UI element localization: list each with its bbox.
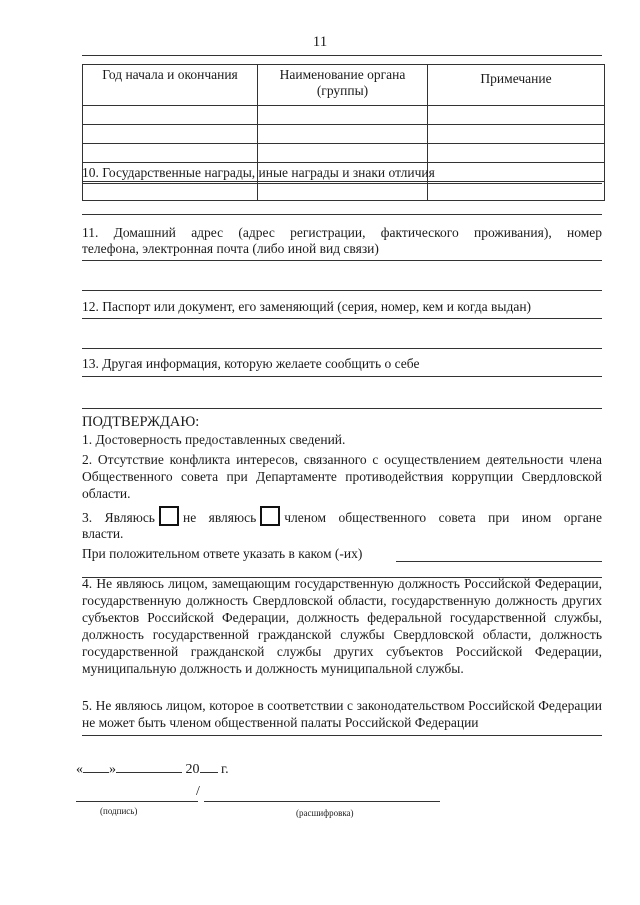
date-field [76, 762, 276, 778]
confirm-item-3-note [82, 545, 602, 562]
table-cell[interactable] [83, 106, 258, 125]
answer-line[interactable] [82, 376, 602, 377]
confirm-item-5: 5. Не являюсь лицом, которое в соответствии с законодательством Российской Федерации не может быть членом общественной палаты Российской Федерации [82, 698, 602, 730]
signature-slash: / [196, 784, 200, 799]
table-row [83, 125, 605, 144]
table-row [83, 182, 605, 201]
table-cell[interactable] [258, 144, 428, 163]
column-header: Примечание [428, 65, 605, 106]
answer-line[interactable] [82, 348, 602, 349]
item3-text-d: власти. [82, 526, 124, 541]
table-cell[interactable] [428, 106, 605, 125]
no-checkbox[interactable] [260, 506, 280, 526]
year-input[interactable] [200, 772, 218, 773]
confirm-item-4: 4. Не являюсь лицом, замещающим государственную должность Российской Федерации, государственную должность Свердловской области, государственную должность других субъектов Российской Федерации, должность федеральной государственной службы, должность государственной гражданской службы Свердловской области, должность государственной гражданской службы других субъектов Российской Федерации, муниципальную должность и должность муниципальной службы. [82, 576, 602, 676]
table-cell[interactable] [83, 144, 258, 163]
table-cell[interactable] [83, 182, 258, 201]
table-row [83, 144, 605, 163]
item3-note-text: При положительном ответе указать в каком (-их) [82, 546, 363, 561]
year-suffix: г. [221, 762, 229, 777]
item3-text-a: 3. Являюсь [82, 510, 155, 525]
date-close-quote: » [109, 762, 116, 777]
page-number: 11 [312, 34, 328, 50]
section-10-label: 10. Государственные награды, иные награды и знаки отличия [82, 165, 435, 180]
table-header-row [83, 65, 605, 106]
date-open-quote: « [76, 762, 83, 777]
organ-name-line[interactable] [396, 561, 602, 562]
answer-line[interactable] [82, 290, 602, 291]
section-11-label-line2: телефона, электронная почта (либо иной вид связи) [82, 241, 379, 256]
table-cell[interactable] [428, 144, 605, 163]
table-cell[interactable] [258, 106, 428, 125]
table-cell[interactable] [428, 182, 605, 201]
section-12-label: 12. Паспорт или документ, его заменяющий (серия, номер, кем и когда выдан) [82, 299, 532, 314]
section-11-label-line1: 11. Домашний адрес (адрес регистрации, фактического проживания), номер [82, 225, 602, 240]
column-header: Наименование органа (группы) [258, 65, 428, 106]
decode-caption: (расшифровка) [296, 808, 354, 818]
confirm-item-2: 2. Отсутствие конфликта интересов, связанного с осуществлением деятельности члена Общественного совета при Департаменте противодействия коррупции Свердловской области. [82, 452, 602, 501]
answer-line[interactable] [82, 260, 602, 261]
month-input[interactable] [116, 772, 182, 773]
day-input[interactable] [83, 772, 109, 773]
signature-line[interactable] [76, 801, 198, 802]
answer-line[interactable] [82, 183, 602, 184]
item3-text-c: членом общественного совета при ином органе [284, 510, 602, 525]
table-cell[interactable] [258, 182, 428, 201]
decode-line[interactable] [204, 801, 440, 802]
table-cell[interactable] [83, 125, 258, 144]
yes-checkbox[interactable] [159, 506, 179, 526]
signature-caption: (подпись) [100, 806, 138, 816]
confirm-heading: ПОДТВЕРЖДАЮ: [82, 414, 200, 430]
divider [82, 735, 602, 736]
answer-line[interactable] [82, 214, 602, 215]
answer-line[interactable] [82, 318, 602, 319]
table-row [83, 106, 605, 125]
confirm-item-1: 1. Достоверность предоставленных сведений. [82, 432, 346, 447]
column-header: Год начала и окончания [83, 65, 258, 106]
section-13-label: 13. Другая информация, которую желаете сообщить о себе [82, 356, 420, 371]
table-cell[interactable] [258, 125, 428, 144]
item3-text-b: не являюсь [182, 510, 257, 525]
year-prefix: 20 [185, 762, 200, 777]
table-cell[interactable] [428, 125, 605, 144]
divider [82, 55, 602, 56]
answer-line[interactable] [82, 408, 602, 409]
